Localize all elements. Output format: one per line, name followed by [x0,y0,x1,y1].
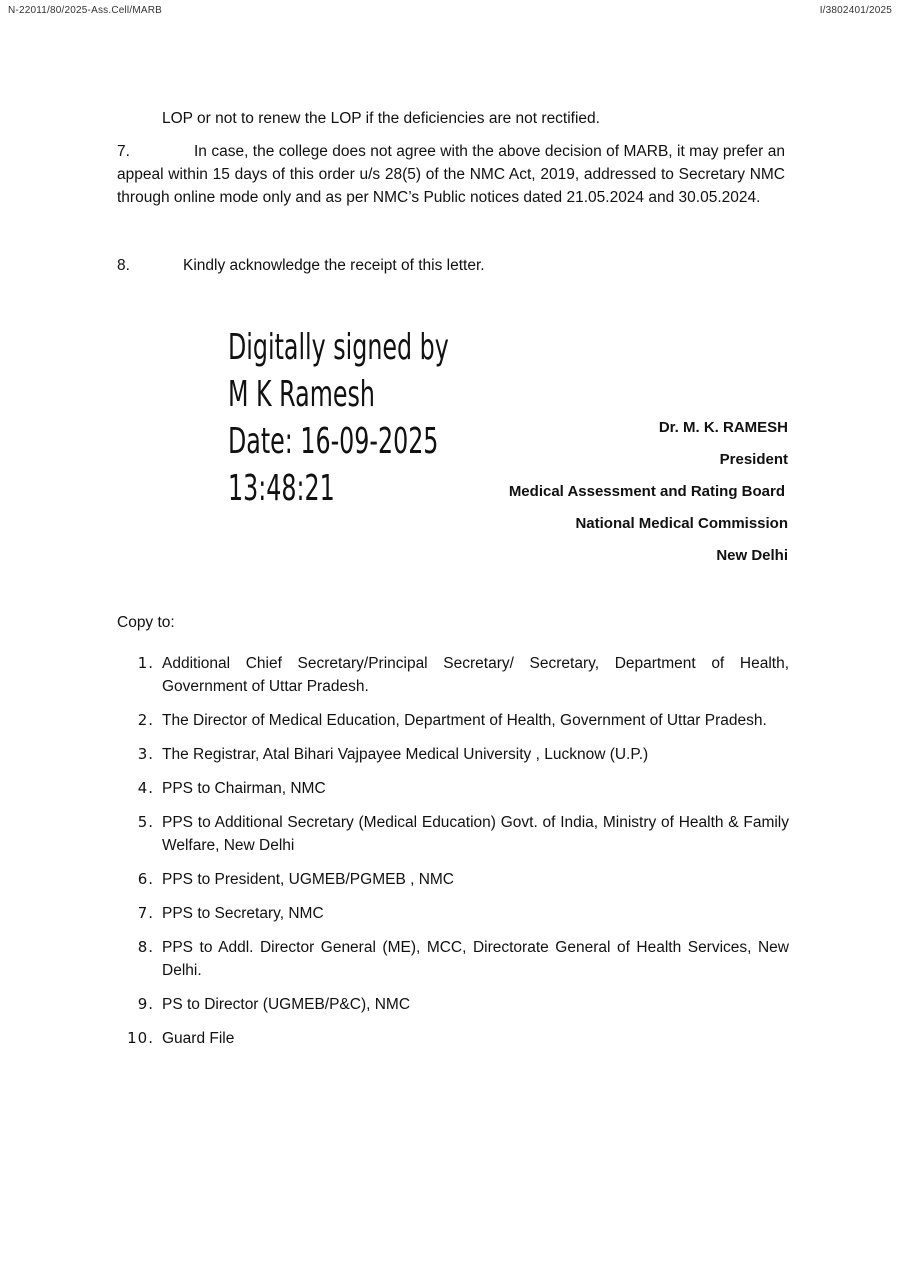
paragraph-7-text: In case, the college does not agree with the above decision of MARB, it may prefer an appeal within 15 days of this order u/s 28(5) of the NMC Act, 2019, addressed to Secretary NMC through online mode only and as per NMC’s Public notices dated 21.05.2024 and 30.05.2024. [117,143,785,206]
list-item [117,868,789,891]
paragraph-7-number: 7. [117,143,130,160]
list-item-number-text: 3. [137,745,154,763]
signature-line-2: M K Ramesh [228,374,375,415]
list-item-number-text: 9. [137,995,154,1013]
list-item [117,993,789,1016]
list-item-number [117,868,162,891]
list-item-text: Additional Chief Secretary/Principal Secretary/ Secretary, Department of Health, Government of Uttar Pradesh. [162,655,789,695]
signature-line-3: Date: 16-09-2025 [228,421,439,462]
copy-to-label: Copy to: [117,614,175,631]
document-id: I/3802401/2025 [819,5,892,16]
paragraph-8 [117,254,785,277]
list-item-number [117,652,162,698]
list-item-text: PPS to Addl. Director General (ME), MCC, Directorate General of Health Services, New Delhi. [162,939,789,979]
list-item-number [117,902,162,925]
list-item-text: PPS to Chairman, NMC [162,780,326,797]
signatory-organisation: National Medical Commission [575,515,788,532]
copy-to-list [117,652,789,1061]
list-item [117,902,789,925]
signatory-designation: President [719,451,788,468]
list-item [117,811,789,857]
signature-line-1: Digitally signed by [228,327,449,368]
list-item-number-text: 2. [137,711,154,729]
paragraph-8-number: 8. [117,257,130,274]
list-item [117,743,789,766]
list-item-number [117,743,162,766]
list-item-text: PPS to Additional Secretary (Medical Education) Govt. of India, Ministry of Health & Family Welfare, New Delhi [162,814,789,854]
list-item-number-text: 5. [137,813,154,831]
list-item [117,777,789,800]
signatory-board: Medical Assessment and Rating Board [508,483,785,500]
list-item-number [117,777,162,800]
list-item-number [117,811,162,857]
list-item-number [117,936,162,982]
list-item [117,709,789,732]
list-item-number [117,1027,162,1050]
list-item-number-text: 6. [137,870,154,888]
list-item-text: PPS to Secretary, NMC [162,905,324,922]
list-item-text: The Registrar, Atal Bihari Vajpayee Medical University , Lucknow (U.P.) [162,746,649,763]
list-item-number-text: 1. [137,654,154,672]
list-item-text: PPS to President, UGMEB/PGMEB , NMC [162,871,454,888]
list-item-number [117,709,162,732]
paragraph-continuation: LOP or not to renew the LOP if the deficiencies are not rectified. [162,110,600,127]
list-item-number-text: 7. [137,904,154,922]
list-item [117,1027,789,1050]
list-item-number [117,993,162,1016]
paragraph-7 [117,140,785,209]
paragraph-8-text: Kindly acknowledge the receipt of this letter. [183,257,485,274]
signatory-city: New Delhi [716,547,788,564]
signature-line-4: 13:48:21 [228,468,335,509]
signatory-block [509,412,788,572]
signatory-name: Dr. M. K. RAMESH [658,419,788,436]
list-item-text: The Director of Medical Education, Department of Health, Government of Uttar Pradesh. [162,712,767,729]
list-item-number-text: 8. [137,938,154,956]
list-item-text: Guard File [162,1030,235,1047]
list-item-number-text: 4. [137,779,154,797]
list-item [117,936,789,982]
digital-signature-stamp [228,326,449,514]
list-item-number-text: 10. [127,1029,154,1047]
file-reference-number: N-22011/80/2025-Ass.Cell/MARB [8,5,163,16]
list-item [117,652,789,698]
list-item-text: PS to Director (UGMEB/P&C), NMC [162,996,411,1013]
